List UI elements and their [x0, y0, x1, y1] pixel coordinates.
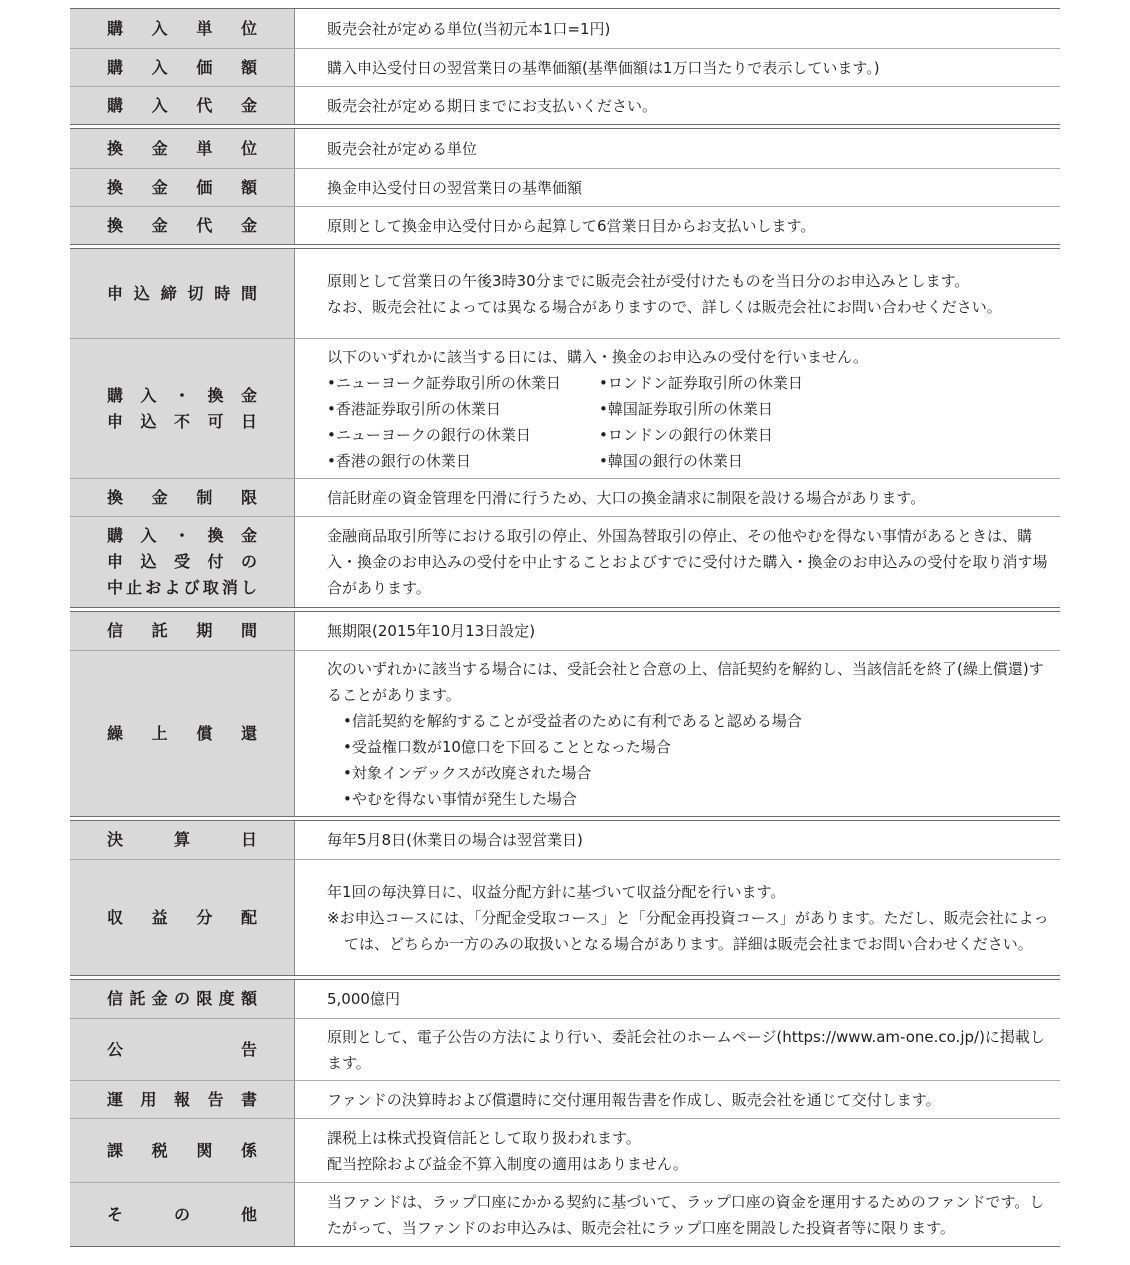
content-line: 原則として、電子公告の方法により行い、委託会社のホームページ(https://www.am-one.co.jp/)に掲載します。	[327, 1027, 1045, 1072]
row-content	[295, 169, 1060, 206]
table-row	[70, 1182, 1060, 1246]
label-char: 金	[240, 526, 257, 545]
label-char: 限	[196, 989, 213, 1008]
label-char: 位	[240, 18, 257, 38]
label-char: 時	[214, 283, 231, 303]
label-char: 他	[240, 1204, 257, 1224]
label-char: 換	[107, 138, 124, 158]
row-label	[70, 339, 295, 478]
row-label-line	[107, 618, 257, 644]
label-char: 上	[151, 723, 168, 743]
label-char: 期	[196, 621, 213, 640]
content-line: 信託財産の資金管理を円滑に行うため、大口の換金請求に制限を設ける場合があります。	[327, 488, 926, 507]
table-group	[70, 248, 1060, 608]
table-row	[70, 129, 1060, 168]
label-char: 購	[107, 385, 124, 405]
label-char: 還	[240, 723, 257, 743]
row-content	[295, 1081, 1060, 1118]
table-group	[70, 820, 1060, 976]
row-label	[70, 860, 295, 975]
label-char: 額	[240, 57, 257, 77]
label-char: 換	[107, 487, 124, 507]
row-label	[70, 821, 295, 859]
row-content	[295, 207, 1060, 244]
row-content	[295, 517, 1060, 607]
row-label-line	[107, 213, 257, 239]
label-char: 可	[207, 411, 224, 431]
table-row	[70, 612, 1060, 650]
label-char: 公	[107, 1039, 124, 1059]
label-char: 間	[240, 283, 257, 303]
label-char: 算	[173, 830, 190, 849]
row-label-line	[107, 485, 257, 511]
label-char: 関	[196, 1140, 213, 1160]
label-char: 配	[240, 907, 257, 927]
label-char: 金	[240, 385, 257, 405]
holiday-item: •韓国証券取引所の休業日	[599, 399, 773, 418]
label-char: 申	[107, 552, 124, 571]
label-char: 取	[202, 578, 219, 597]
label-char: 日	[240, 411, 257, 431]
row-label-line	[107, 1087, 257, 1113]
row-label	[70, 1081, 295, 1118]
label-char: 換	[107, 215, 124, 235]
label-char: 付	[207, 552, 224, 571]
row-label-line	[107, 1138, 257, 1164]
content-line: 原則として営業日の午後3時30分までに販売会社が受付けたものを当日分のお申込みとします。	[327, 271, 970, 290]
label-char: の	[173, 1204, 190, 1224]
holiday-item: •香港証券取引所の休業日	[327, 399, 501, 418]
label-char: 消	[221, 578, 238, 597]
table-row	[70, 859, 1060, 975]
row-label-line	[107, 575, 257, 601]
holiday-item: •香港の銀行の休業日	[327, 451, 471, 470]
row-content	[295, 1119, 1060, 1182]
table-group	[70, 8, 1060, 125]
table-row	[70, 9, 1060, 48]
label-char: 受	[173, 552, 190, 571]
table-row	[70, 249, 1060, 338]
row-content	[295, 9, 1060, 48]
label-char: 込	[140, 552, 157, 571]
row-label-line	[107, 827, 257, 853]
fund-terms-table	[70, 8, 1060, 1247]
label-char: 金	[240, 215, 257, 235]
content-line: 次のいずれかに該当する場合には、受託会社と合意の上、信託契約を解約し、当該信託を終了(繰上償還)することがあります。	[327, 659, 1044, 704]
row-label-line	[107, 721, 257, 747]
content-line: 年1回の毎決算日に、収益分配方針に基づいて収益分配を行います。	[327, 882, 786, 901]
label-char: 購	[107, 57, 124, 77]
table-row	[70, 206, 1060, 244]
row-label	[70, 249, 295, 338]
row-content	[295, 821, 1060, 859]
label-char: の	[240, 552, 257, 571]
label-char: 位	[240, 138, 257, 158]
row-label	[70, 651, 295, 816]
row-label	[70, 612, 295, 650]
label-char: そ	[107, 1204, 124, 1224]
label-char: 込	[140, 411, 157, 431]
content-line: 換金申込受付日の翌営業日の基準価額	[327, 178, 583, 197]
label-char: 償	[196, 723, 213, 743]
label-char: 課	[107, 1140, 124, 1160]
condition-item: •やむを得ない事情が発生した場合	[343, 789, 577, 808]
content-line: 販売会社が定める期日までにお支払いください。	[327, 96, 658, 115]
label-char: よ	[164, 578, 181, 597]
row-content	[295, 612, 1060, 650]
holiday-item: •ロンドンの銀行の休業日	[599, 425, 773, 444]
content-line: 原則として換金申込受付日から起算して6営業日目からお支払いします。	[327, 216, 816, 235]
holiday-item: •ニューヨークの銀行の休業日	[327, 425, 531, 444]
label-char: の	[173, 989, 190, 1008]
label-char: 切	[187, 283, 204, 303]
content-intro: 以下のいずれかに該当する日には、購入・換金のお申込みの受付を行いません。	[327, 347, 868, 366]
label-char: 託	[129, 989, 146, 1008]
label-char: お	[145, 578, 162, 597]
holiday-item: •ニューヨーク証券取引所の休業日	[327, 373, 561, 392]
holiday-item: •韓国の銀行の休業日	[599, 451, 743, 470]
row-label-line	[107, 1202, 257, 1228]
condition-item: •受益権口数が10億口を下回ることとなった場合	[343, 737, 671, 756]
condition-item: •信託契約を解約することが受益者のために有利であると認める場合	[343, 711, 802, 730]
row-label	[70, 1019, 295, 1080]
label-char: 購	[107, 95, 124, 115]
table-row	[70, 1080, 1060, 1118]
label-char: 信	[107, 989, 124, 1008]
label-char: 運	[107, 1089, 124, 1109]
label-char: 換	[207, 526, 224, 545]
row-content	[295, 87, 1060, 124]
label-char: 託	[151, 621, 168, 640]
label-char: 価	[196, 57, 213, 77]
label-char: 換	[107, 177, 124, 197]
label-char: ・	[173, 526, 190, 545]
row-label-line	[107, 1037, 257, 1063]
label-char: 度	[218, 989, 235, 1008]
content-note: ※お申込コースには、「分配金受取コース」と「分配金再投資コース」があります。ただし、販売会社によっては、どちらか一方のみの取扱いとなる場合があります。詳細は販売会社までお問い合わせください。	[327, 908, 1049, 953]
table-row	[70, 980, 1060, 1018]
label-char: 金	[240, 95, 257, 115]
table-row	[70, 478, 1060, 516]
row-label	[70, 1119, 295, 1182]
row-label	[70, 980, 295, 1018]
row-content	[295, 980, 1060, 1018]
label-char: 間	[240, 621, 257, 640]
label-char: 決	[107, 830, 124, 849]
row-label	[70, 169, 295, 206]
label-char: 制	[196, 487, 213, 507]
label-char: 入	[140, 526, 157, 545]
label-char: 書	[240, 1089, 257, 1109]
label-char: 分	[196, 907, 213, 927]
label-char: 代	[196, 95, 213, 115]
row-label-line	[107, 986, 257, 1012]
label-char: 金	[151, 215, 168, 235]
row-label-line	[107, 523, 257, 549]
label-char: 締	[160, 283, 177, 303]
label-char: 購	[107, 18, 124, 38]
content-line: 当ファンドは、ラップ口座にかかる契約に基づいて、ラップ口座の資金を運用するためのファンドです。したがって、当ファンドのお申込みは、販売会社にラップ口座を開設した投資者等に限ります。	[327, 1192, 1045, 1237]
row-label-line	[107, 905, 257, 931]
label-char: 告	[207, 1089, 224, 1109]
row-label	[70, 49, 295, 86]
row-content	[295, 1183, 1060, 1246]
label-char: 額	[240, 177, 257, 197]
table-row	[70, 650, 1060, 816]
label-char: 告	[240, 1039, 257, 1059]
row-content	[295, 479, 1060, 516]
label-char: 日	[240, 830, 257, 849]
row-content	[295, 49, 1060, 86]
label-char: 信	[107, 621, 124, 640]
table-row	[70, 86, 1060, 124]
holiday-item: •ロンドン証券取引所の休業日	[599, 373, 803, 392]
row-content	[295, 339, 1060, 478]
table-group	[70, 979, 1060, 1247]
content-line: 無期限(2015年10月13日設定)	[327, 622, 536, 640]
row-content	[295, 249, 1060, 338]
label-char: 金	[151, 138, 168, 158]
label-char: 益	[151, 907, 168, 927]
condition-item: •対象インデックスが改廃された場合	[343, 763, 592, 782]
label-char: 収	[107, 907, 124, 927]
label-char: ・	[173, 385, 190, 405]
row-label-line	[107, 16, 257, 42]
label-char: 申	[107, 411, 124, 431]
label-char: 金	[151, 989, 168, 1008]
row-label	[70, 1183, 295, 1246]
row-content	[295, 651, 1060, 816]
content-line: 購入申込受付日の翌営業日の基準価額(基準価額は1万口当たりで表示しています。)	[327, 58, 880, 77]
label-char: 込	[133, 283, 150, 303]
label-char: 金	[151, 487, 168, 507]
table-row	[70, 48, 1060, 86]
label-char: 申	[107, 283, 124, 303]
content-line: 販売会社が定める単位(当初元本1口=1円)	[327, 19, 611, 38]
label-char: 入	[140, 385, 157, 405]
label-char: 換	[207, 385, 224, 405]
row-label	[70, 129, 295, 168]
row-label-line	[107, 175, 257, 201]
row-label-line	[107, 549, 257, 575]
label-char: し	[240, 578, 257, 597]
label-char: 係	[240, 1140, 257, 1160]
row-label	[70, 517, 295, 607]
label-char: び	[183, 578, 200, 597]
label-char: 止	[126, 578, 143, 597]
content-line: 金融商品取引所等における取引の停止、外国為替取引の停止、その他やむを得ない事情があるときは、購入・換金のお申込みの受付を中止することおよびすでに受付けた購入・換金のお申込みの受付を取り消す場合があります。	[327, 527, 1048, 597]
table-row	[70, 1018, 1060, 1080]
content-line: ファンドの決算時および償還時に交付運用報告書を作成し、販売会社を通じて交付します。	[327, 1090, 941, 1109]
row-label-line	[107, 136, 257, 162]
row-label	[70, 9, 295, 48]
row-label-line	[107, 281, 257, 307]
label-char: 代	[196, 215, 213, 235]
label-char: 購	[107, 526, 124, 545]
content-line: 販売会社が定める単位	[327, 139, 478, 158]
holiday-list	[327, 370, 1050, 474]
row-label	[70, 87, 295, 124]
label-char: 繰	[107, 723, 124, 743]
content-line: なお、販売会社によっては異なる場合がありますので、詳しくは販売会社にお問い合わせください。	[327, 297, 1002, 316]
content-line: 毎年5月8日(休業日の場合は翌営業日)	[327, 831, 583, 849]
row-label	[70, 207, 295, 244]
label-char: 額	[240, 989, 257, 1008]
row-label-line	[107, 383, 257, 409]
row-label	[70, 479, 295, 516]
label-char: 入	[151, 18, 168, 38]
label-char: 価	[196, 177, 213, 197]
label-char: 不	[173, 411, 190, 431]
row-content	[295, 1019, 1060, 1080]
row-content	[295, 129, 1060, 168]
label-char: 限	[240, 487, 257, 507]
row-content	[295, 860, 1060, 975]
label-char: 報	[173, 1089, 190, 1109]
label-char: 入	[151, 57, 168, 77]
label-char: 中	[107, 578, 124, 597]
label-char: 入	[151, 95, 168, 115]
table-group	[70, 128, 1060, 245]
label-char: 金	[151, 177, 168, 197]
table-row	[70, 168, 1060, 206]
label-char: 単	[196, 18, 213, 38]
table-row	[70, 1118, 1060, 1182]
table-row	[70, 516, 1060, 607]
label-char: 税	[151, 1140, 168, 1160]
table-row	[70, 338, 1060, 478]
content-line: 課税上は株式投資信託として取り扱われます。	[327, 1128, 641, 1147]
content-line: 配当控除および益金不算入制度の適用はありません。	[327, 1154, 688, 1173]
content-line: 5,000億円	[327, 990, 400, 1008]
label-char: 単	[196, 138, 213, 158]
table-row	[70, 821, 1060, 859]
table-group	[70, 611, 1060, 817]
label-char: 用	[140, 1089, 157, 1109]
row-label-line	[107, 55, 257, 81]
row-label-line	[107, 409, 257, 435]
row-label-line	[107, 93, 257, 119]
